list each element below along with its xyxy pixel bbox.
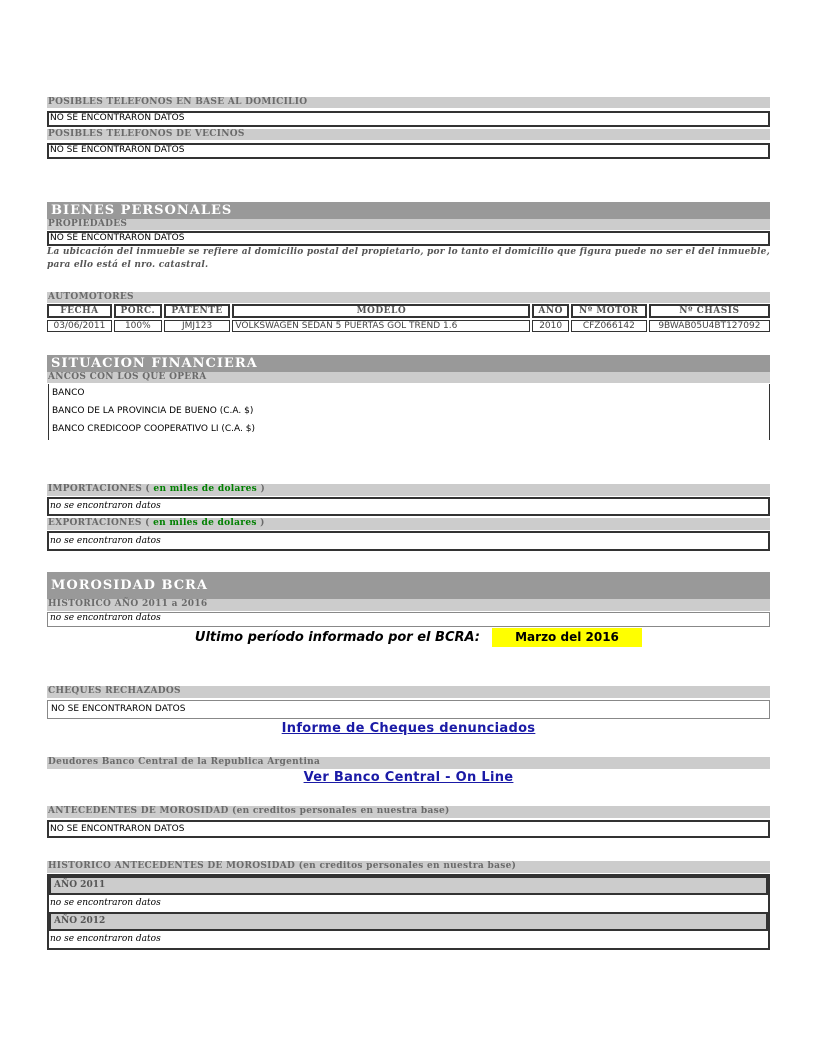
telefonos-vecinos-value: NO SE ENCONTRARON DATOS — [47, 143, 770, 159]
cell-chasis: 9BWAB05U4BT127092 — [649, 320, 770, 332]
importaciones-close: ) — [260, 484, 266, 494]
col-porc: PORC. — [114, 304, 162, 318]
morosidad-historico-value: no se encontraron datos — [47, 612, 770, 627]
exportaciones-label: EXPORTACIONES ( — [48, 518, 150, 528]
bancos-title: ANCOS CON LOS QUE OPERA — [47, 372, 770, 383]
ultimo-periodo-value: Marzo del 2016 — [492, 628, 642, 647]
bienes-title: BIENES PERSONALES — [47, 202, 770, 219]
cell-motor: CFZ066142 — [571, 320, 647, 332]
automotores-table — [45, 302, 772, 334]
cell-anio: 2010 — [532, 320, 569, 332]
cheques-title: CHEQUES RECHAZADOS — [47, 686, 770, 698]
propiedades-value: NO SE ENCONTRARON DATOS — [47, 231, 770, 246]
col-motor: Nº MOTOR — [571, 304, 647, 318]
table-row — [47, 320, 770, 332]
exportaciones-unit: en miles de dolares — [153, 518, 257, 528]
ultimo-periodo-label: Ultimo período informado por el BCRA: — [194, 630, 480, 645]
cell-porc: 100% — [114, 320, 162, 332]
col-modelo: MODELO — [232, 304, 530, 318]
year-header: AÑO 2012 — [49, 912, 768, 931]
year-value: no se encontraron datos — [50, 898, 161, 908]
list-item: BANCO CREDICOOP COOPERATIVO LI (C.A. $) — [52, 424, 255, 434]
importaciones-title — [47, 484, 770, 496]
exportaciones-value: no se encontraron datos — [47, 531, 770, 551]
deudores-title: Deudores Banco Central de la Republica Argentina — [47, 757, 770, 769]
cheques-denunciados-link[interactable]: Informe de Cheques denunciados — [281, 721, 536, 736]
col-chasis: Nº CHASIS — [649, 304, 770, 318]
banco-central-link[interactable]: Ver Banco Central - On Line — [303, 770, 514, 785]
exportaciones-title — [47, 518, 770, 530]
cheques-value: NO SE ENCONTRARON DATOS — [47, 700, 770, 719]
importaciones-unit: en miles de dolares — [153, 484, 258, 494]
importaciones-value: no se encontraron datos — [47, 497, 770, 516]
financiera-title: SITUACION FINANCIERA — [47, 355, 770, 372]
col-anio: AÑO — [532, 304, 569, 318]
cell-fecha: 03/06/2011 — [47, 320, 112, 332]
importaciones-label: IMPORTACIONES ( — [48, 484, 150, 494]
bancos-list — [48, 384, 770, 440]
automotores-title: AUTOMOTORES — [47, 292, 770, 303]
antecedentes-value: NO SE ENCONTRARON DATOS — [47, 820, 770, 838]
morosidad-title: MOROSIDAD BCRA — [47, 572, 770, 599]
list-item: BANCO DE LA PROVINCIA DE BUENO (C.A. $) — [52, 406, 254, 416]
year-header: AÑO 2011 — [49, 876, 768, 895]
antecedentes-title: ANTECEDENTES DE MOROSIDAD (en creditos personales en nuestra base) — [47, 806, 770, 818]
cell-modelo: VOLKSWAGEN SEDAN 5 PUERTAS GOL TREND 1.6 — [232, 320, 530, 332]
automotores-header-row — [47, 304, 770, 318]
cell-patente: JMJ123 — [164, 320, 231, 332]
historico-antecedentes-title: HISTORICO ANTECEDENTES DE MOROSIDAD (en creditos personales en nuestra base) — [47, 861, 770, 873]
telefonos-domicilio-value: NO SE ENCONTRARON DATOS — [47, 111, 770, 127]
historico-antecedentes-box — [47, 874, 770, 950]
list-item: BANCO — [52, 388, 85, 398]
year-value: no se encontraron datos — [50, 934, 161, 944]
morosidad-historico-title: HISTORICO AÑO 2011 a 2016 — [47, 599, 770, 611]
exportaciones-close: ) — [260, 518, 265, 528]
telefonos-domicilio-title: POSIBLES TELEFONOS EN BASE AL DOMICILIO — [47, 97, 770, 108]
col-fecha: FECHA — [47, 304, 112, 318]
propiedades-note: La ubicación del inmueble se refiere al domicilio postal del propietario, por lo tanto el domicilio que figura puede no ser el del inmueble, para ello está el nro. catastral. — [47, 247, 770, 270]
col-patente: PATENTE — [164, 304, 231, 318]
propiedades-title: PROPIEDADES — [47, 219, 770, 230]
telefonos-vecinos-title: POSIBLES TELEFONOS DE VECINOS — [47, 129, 770, 140]
